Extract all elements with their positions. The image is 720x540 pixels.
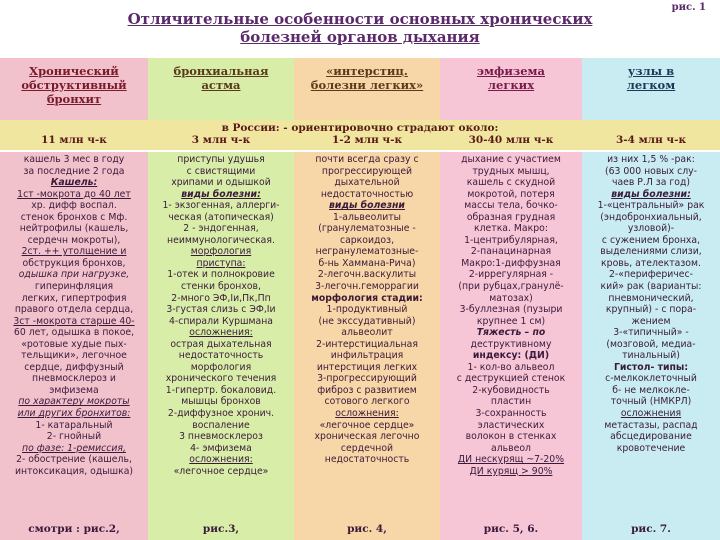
col5-line: кровь, ателектазом. (601, 257, 701, 269)
col5-line: метастазы, распад (604, 419, 698, 431)
title-area (0, 0, 720, 60)
column-body-asthma (148, 152, 294, 522)
col1-line: 2- гнойный (46, 431, 102, 443)
col5-line: б- не мелкокле- (612, 384, 690, 396)
col5-line: (мозговой, медиа- (606, 338, 696, 350)
col3-line: «легочное сердце» (319, 419, 415, 431)
col2-line: «легочное сердце» (173, 465, 269, 477)
column-body-nodules (582, 152, 720, 522)
col2-line: неиммунологическая. (167, 234, 275, 246)
col5-line: (эндобронхиальный, (600, 211, 702, 223)
col1-line: правого отдела сердца, (14, 304, 134, 316)
col2-line: с свистящими (186, 165, 256, 177)
col4-line: 1-центрибулярная, (464, 234, 558, 246)
col5-line: (63 000 новых слу- (604, 165, 698, 177)
col1-line: тельщики», легочное (21, 350, 127, 362)
col2-line: стенки бронхов, (181, 281, 261, 293)
col3-line: виды болезни (329, 200, 405, 212)
col1-line: стенок бронхов с Мф. (20, 211, 128, 223)
col5-line: 1-«центральный» рак (597, 200, 705, 212)
col4-line: ДИ курящ > 90% (469, 465, 553, 477)
col1-line: 2ст. ++ утолщение и (21, 246, 127, 258)
col4-line: индексу: (ДИ) (472, 350, 550, 362)
prevalence-emphysema: 30-40 млн ч-к (468, 134, 554, 146)
col5-line: кий» рак (варианты: (600, 281, 702, 293)
col4-line: 2-иррегулярная - (468, 269, 554, 281)
col3-line: хроническая легочно (314, 431, 420, 443)
title-line-1: Отличительные особенности основных хронических (127, 10, 593, 28)
prevalence-nodules: 3-4 млн ч-к (615, 134, 687, 146)
footer-ref-nodules: рис. 7. (582, 522, 720, 540)
col4-line: клетка. Макро: (474, 223, 548, 235)
col2-line: приступа: (196, 257, 246, 269)
col2-line: острая дыхательная (170, 338, 272, 350)
col4-line: пластин (490, 396, 532, 408)
col1-line: гиперинфляция (34, 281, 114, 293)
column-header-label: «интерстиц. болезни легких» (310, 64, 424, 92)
col3-line: прогрессирующей (321, 165, 413, 177)
col1-line: кашель 3 мес в году (23, 154, 125, 165)
col5-line: чаев Р.Л за год) (611, 177, 691, 189)
col4-line: дыхание с участием (461, 154, 561, 165)
col4-line: массы тела, бочко- (464, 200, 558, 212)
col2-line: 2 - эндогенная, (183, 223, 259, 235)
col5-line: с сужением бронха, (601, 234, 701, 246)
column-header-emphysema (440, 58, 582, 120)
column-header-nodules (582, 58, 720, 120)
column-header-label: Хронический обструктивный бронхит (21, 64, 127, 106)
col1-line: 60 лет, одышка в покое, (13, 327, 135, 339)
col2-line: 2-много ЭФ,Іи,Пк,Пп (171, 292, 271, 304)
col5-line: точный (НМКРЛ) (610, 396, 692, 408)
prevalence-interstitial: 1-2 млн ч-к (331, 134, 403, 146)
col3-line: осложнения: (335, 408, 399, 420)
col5-line: узловой)- (627, 223, 675, 235)
col1-line: обструкция бронхов, (22, 257, 126, 269)
col2-line: 2-диффузное хронич. (167, 408, 275, 420)
col5-line: пневмонический, (608, 292, 694, 304)
col4-line: с деструкцией стенок (456, 373, 566, 385)
col5-line: из них 1,5 % -рак: (607, 154, 695, 165)
title-line-2: болезней органов дыхания (240, 28, 480, 46)
col3-line: негранулематозные- (315, 246, 419, 258)
col3-line: недостаточностью (320, 188, 414, 200)
col1-line: по характеру мокроты (18, 396, 130, 408)
col3-line: (гранулематозные - (318, 223, 416, 235)
col2-line: 1- экзогенная, аллерги- (162, 200, 280, 212)
col2-line: воспаление (192, 419, 250, 431)
col4-line: 3-сохранность (475, 408, 547, 420)
col3-line: 1-продуктивный (326, 304, 408, 316)
col1-line: за последние 2 года (23, 165, 125, 177)
col1-line: 1- катаральный (35, 419, 113, 431)
col4-line: Макро:1-диффузная (461, 257, 561, 269)
footer-ref-interstitial: рис. 4, (294, 522, 440, 540)
col1-line: нейтрофилы (кашель, (19, 223, 129, 235)
col3-line: интерстиция легких (316, 361, 418, 373)
col1-line: пневмосклероз и (32, 373, 116, 385)
col3-line: 1-альвеолиты (332, 211, 401, 223)
column-header-interstitial (294, 58, 440, 120)
col5-line: с-мелкоклеточный (605, 373, 697, 385)
col5-line: 3-«типичный» - (613, 327, 689, 339)
col4-line: ДИ нескурящ ~7-20% (457, 454, 565, 466)
col4-line: мокротой, потеря (467, 188, 555, 200)
col2-line: хронического течения (165, 373, 277, 385)
column-body-interstitial (294, 152, 440, 522)
col3-line: недостаточность (324, 454, 410, 466)
col2-line: осложнения: (189, 327, 253, 339)
prevalence-bronchitis: 11 млн ч-к (41, 134, 107, 146)
column-header-label: эмфизема легких (477, 64, 545, 92)
col5-line: 2-«периферичес- (609, 269, 693, 281)
col3-line: фиброз с развитием (317, 384, 417, 396)
col3-line: саркоидоз, (339, 234, 395, 246)
col4-line: эластических (477, 419, 545, 431)
col3-line: 3-прогрессирующий (317, 373, 417, 385)
col4-line: 3-буллезная (пузыри (459, 304, 563, 316)
col2-line: хрипами и одышкой (171, 177, 271, 189)
col5-line: абсцедирование (610, 431, 692, 443)
column-header-label: бронхиальная астма (173, 64, 269, 92)
col1-line: 2- обострение (кашель, (16, 454, 132, 466)
col3-line: почти всегда сразу с (315, 154, 419, 165)
col5-line: Гистол- типы: (613, 361, 689, 373)
col5-line: выделениями слизи, (600, 246, 702, 258)
russia-prevalence-label: в России: - ориентировочно страдают около: (221, 122, 499, 134)
prevalence-asthma: 3 млн ч-к (191, 134, 251, 146)
footer-ref-bronchitis: смотри : рис.2, (0, 522, 148, 540)
col1-line: Кашель: (50, 177, 98, 189)
col5-line: кровотечение (616, 442, 686, 454)
col3-line: дыхательной (334, 177, 400, 189)
col5-line: виды болезни: (611, 188, 691, 200)
col3-line: инфильтрация (330, 350, 404, 362)
col1-line: «ротовые худые пых- (21, 338, 127, 350)
col4-line: трудных мышц, (472, 165, 550, 177)
column-header-chronic-bronchitis (0, 58, 148, 120)
col3-line: б-нь Хаммана-Рича) (318, 257, 416, 269)
col1-line: 3ст -мокрота старше 40- (13, 315, 135, 327)
col1-line: или других бронхитов: (17, 408, 131, 420)
col4-line: (при рубцах,гранулё- (458, 281, 564, 293)
col2-line: виды болезни: (181, 188, 261, 200)
col4-line: образная грудная (466, 211, 556, 223)
col1-line: одышка при нагрузке, (18, 269, 130, 281)
col3-line: 3-легочн.геморрагии (315, 281, 419, 293)
col4-line: матозах) (489, 292, 533, 304)
col4-line: крупнее 1 см) (476, 315, 546, 327)
footer-ref-asthma: рис.3, (148, 522, 294, 540)
page-title (80, 10, 640, 46)
col1-line: легких, гипертрофия (21, 292, 127, 304)
col2-line: 4- эмфизема (190, 442, 252, 454)
col5-line: крупный) - с пора- (605, 304, 697, 316)
col4-line: волокон в стенках (465, 431, 557, 443)
col2-line: приступы удушья (177, 154, 265, 165)
column-body-emphysema (440, 152, 582, 522)
col1-line: хр. дифф воспал. (31, 200, 117, 212)
col2-line: осложнения: (189, 454, 253, 466)
column-body-chronic-bronchitis (0, 152, 148, 522)
col2-line: 1-отек и полнокровие (167, 269, 275, 281)
col4-line: Тяжесть – по (476, 327, 546, 339)
col3-line: сотового легкого (324, 396, 410, 408)
col1-line: сердце, диффузный (24, 361, 124, 373)
col4-line: альвеол (491, 442, 531, 454)
column-header-label: узлы в легком (626, 64, 676, 92)
col2-line: 1-гипертр. бокаловид. (165, 384, 277, 396)
col2-line: 3 пневмосклероз (179, 431, 263, 443)
col2-line: морфология (190, 361, 252, 373)
footer-ref-emphysema: рис. 5, 6. (440, 522, 582, 540)
col4-line: 1- кол-во альвеол (467, 361, 555, 373)
col2-line: 4-спирали Куршмана (168, 315, 274, 327)
col2-line: морфология (190, 246, 252, 258)
col3-line: морфология стадии: (311, 292, 423, 304)
col3-line: сердечной (340, 442, 394, 454)
col1-line: сердечн мокроты), (27, 234, 121, 246)
col1-line: по фазе: 1-ремиссия, (22, 442, 126, 454)
col3-line: 2-интерстициальная (316, 338, 418, 350)
col1-line: 1ст -мокрота до 40 лет (17, 188, 131, 200)
col5-line: осложнения (620, 408, 682, 420)
col4-line: деструктивному (470, 338, 552, 350)
col4-line: 2-панацинарная (470, 246, 552, 258)
col3-line: альвеолит (341, 327, 393, 339)
figure-reference: рис. 1 (671, 2, 706, 13)
col2-line: 3-густая слизь с ЭФ,Іи (166, 304, 276, 316)
col4-line: 2-кубовидность (472, 384, 550, 396)
col2-line: ческая (атопическая) (168, 211, 274, 223)
col2-line: мышцы бронхов (181, 396, 261, 408)
col2-line: недостаточность (178, 350, 264, 362)
col5-line: тинальный) (622, 350, 680, 362)
column-header-asthma (148, 58, 294, 120)
col3-line: (не экссудативный) (318, 315, 416, 327)
col3-line: 2-легочн.васкулиты (317, 269, 417, 281)
col4-line: кашель с скудной (466, 177, 556, 189)
col1-line: эмфизема (49, 384, 99, 396)
col1-line: интоксикация, одышка) (14, 465, 134, 477)
col5-line: жением (631, 315, 671, 327)
